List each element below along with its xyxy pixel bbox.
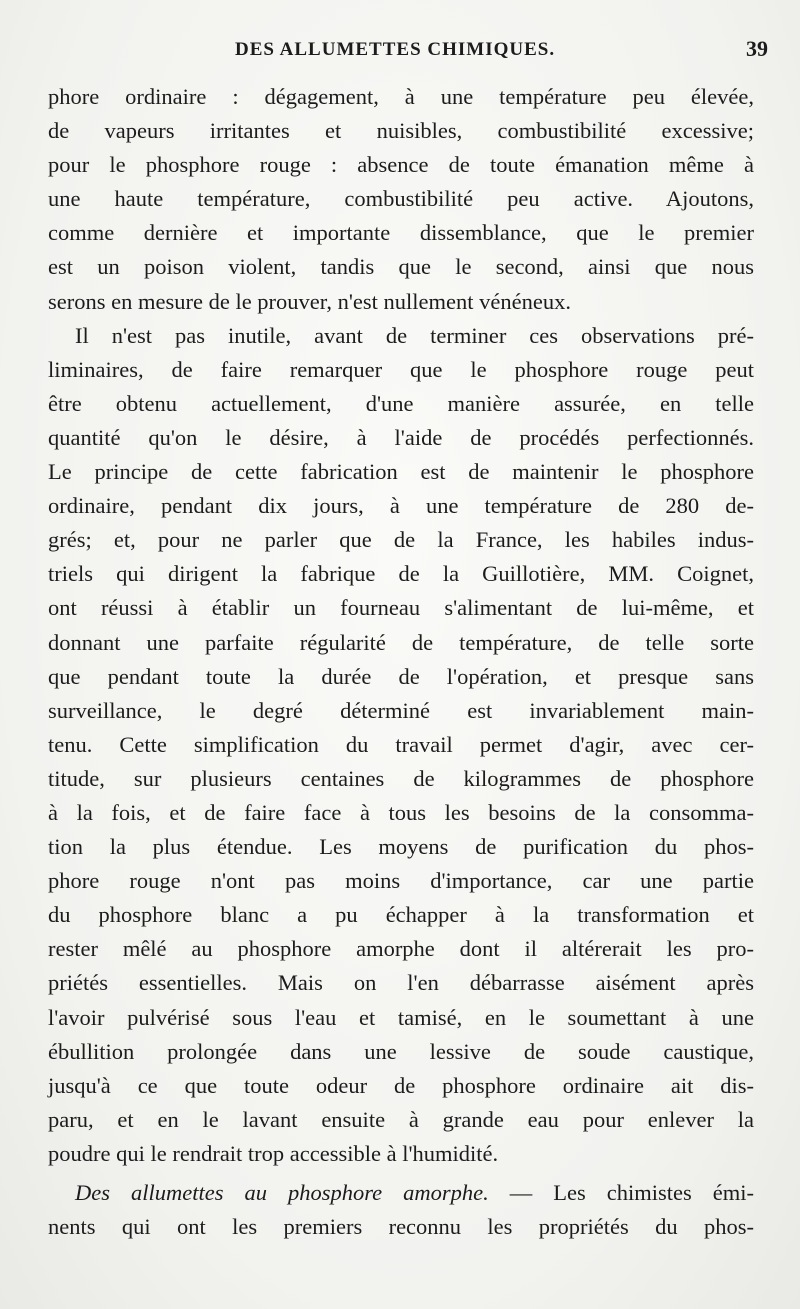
text-line: priétés essentielles. Mais on l'en débarrasse aisément après: [48, 970, 754, 996]
text-line: comme dernière et importante dissemblance, que le premier: [48, 220, 754, 246]
text-line: triels qui dirigent la fabrique de la Guillotière, MM. Coignet,: [48, 561, 754, 587]
text-line: phore rouge n'ont pas moins d'importance, car une partie: [48, 868, 754, 894]
text-line: quantité qu'on le désire, à l'aide de procédés perfectionnés.: [48, 424, 754, 450]
text-line: est un poison violent, tandis que le second, ainsi que nous: [48, 254, 754, 280]
text-line: paru, et en le lavant ensuite à grande eau pour enlever la: [48, 1106, 754, 1132]
text-line: Le principe de cette fabrication est de maintenir le phosphore: [48, 459, 754, 485]
section-start-line: [48, 1176, 754, 1210]
text-line: donnant une parfaite régularité de température, de telle sorte: [48, 629, 754, 655]
text-line: rester mêlé au phosphore amorphe dont il altérerait les pro-: [48, 936, 754, 962]
text-line: à la fois, et de faire face à tous les besoins de la consomma-: [48, 799, 754, 825]
text-line: surveillance, le degré déterminé est invariablement main-: [48, 697, 754, 723]
text-line: serons en mesure de le prouver, n'est nullement vénéneux.: [48, 288, 571, 314]
paragraph-start-line: Il n'est pas inutile, avant de terminer ces observations pré-: [75, 322, 754, 348]
text-line: tion la plus étendue. Les moyens de purification du phos-: [48, 834, 754, 860]
text-line: l'avoir pulvérisé sous l'eau et tamisé, en le soumettant à une: [48, 1004, 754, 1030]
text-line: titude, sur plusieurs centaines de kilogrammes de phosphore: [48, 765, 754, 791]
text-line: ont réussi à établir un fourneau s'alimentant de lui-même, et: [48, 595, 754, 621]
text-line: que pendant toute la durée de l'opération, et presque sans: [48, 663, 754, 689]
text-line: liminaires, de faire remarquer que le phosphore rouge peut: [48, 356, 754, 382]
page-header: [48, 36, 768, 68]
running-head: DES ALLUMETTES CHIMIQUES.: [235, 39, 556, 60]
text-line: phore ordinaire : dégagement, à une température peu élevée,: [48, 84, 754, 109]
text-line: poudre qui le rendrait trop accessible à l'humidité.: [48, 1140, 499, 1166]
text-line: nents qui ont les premiers reconnu les propriétés du phos-: [48, 1214, 754, 1240]
text-line: tenu. Cette simplification du travail permet d'agir, avec cer-: [48, 731, 754, 757]
text-line: de vapeurs irritantes et nuisibles, combustibilité excessive;: [48, 118, 754, 144]
text-line: être obtenu actuellement, d'une manière assurée, en telle: [48, 390, 754, 416]
body-text: [48, 80, 754, 1244]
text-line: ordinaire, pendant dix jours, à une température de 280 de-: [48, 493, 754, 519]
text-line: jusqu'à ce que toute odeur de phosphore ordinaire ait dis-: [48, 1072, 754, 1098]
section-heading: Des allumettes au phosphore amorphe.: [75, 1180, 489, 1205]
text-line: pour le phosphore rouge : absence de toute émanation même à: [48, 152, 754, 178]
page-number: 39: [746, 36, 768, 61]
section-line-rest: — Les chimistes émi-: [488, 1180, 754, 1205]
text-line: ébullition prolongée dans une lessive de soude caustique,: [48, 1038, 754, 1064]
text-line: du phosphore blanc a pu échapper à la transformation et: [48, 902, 754, 928]
text-line: une haute température, combustibilité peu active. Ajoutons,: [48, 186, 754, 212]
text-line: grés; et, pour ne parler que de la France, les habiles indus-: [48, 527, 754, 553]
